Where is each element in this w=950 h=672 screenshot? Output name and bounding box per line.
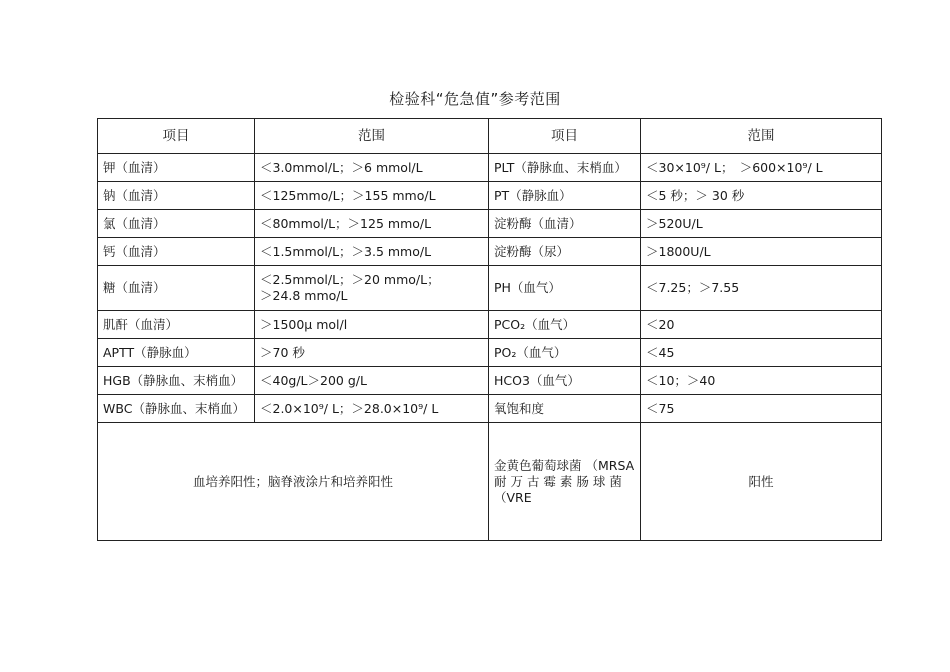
- item-line: 耐 万 古 霉 素 肠 球 菌: [494, 473, 622, 489]
- range-cell: ＞70 秒: [255, 339, 489, 367]
- document-title: 检验科“危急值”参考范围: [389, 90, 561, 108]
- range-cell: ＜80mmol/L；＞125 mmo/L: [255, 210, 489, 238]
- header-range-2: 范围: [641, 119, 882, 154]
- table-row: [98, 395, 882, 423]
- header-range-1: 范围: [255, 119, 489, 154]
- range-cell: ＜7.25；＞7.55: [641, 266, 882, 311]
- item-cell: PH（血气）: [489, 266, 641, 311]
- item-cell: 糖（血清）: [98, 266, 255, 311]
- item-cell: 钙（血清）: [98, 238, 255, 266]
- item-cell: PT（静脉血）: [489, 182, 641, 210]
- range-line: ＜2.5mmol/L；＞20 mmo/L；: [260, 272, 440, 287]
- item-cell: 钾（血清）: [98, 154, 255, 182]
- item-cell: WBC（静脉血、末梢血）: [98, 395, 255, 423]
- critical-value-table: [97, 118, 882, 541]
- range-cell: ＜10；＞40: [641, 367, 882, 395]
- range-cell: ＜3.0mmol/L；＞6 mmol/L: [255, 154, 489, 182]
- table-row-culture: [98, 423, 882, 541]
- item-cell: APTT（静脉血）: [98, 339, 255, 367]
- range-line: ＞24.8 mmo/L: [260, 288, 348, 303]
- item-line: 金黄色葡萄球菌 （MRSA: [494, 457, 635, 473]
- table-row: [98, 339, 882, 367]
- item-cell: 氯（血清）: [98, 210, 255, 238]
- table-row: [98, 182, 882, 210]
- range-cell: ＜2.0×10⁹/ L；＞28.0×10⁹/ L: [255, 395, 489, 423]
- merged-culture-cell: 血培养阳性；脑脊液涂片和培养阳性: [98, 423, 489, 541]
- header-item-2: 项目: [489, 119, 641, 154]
- item-cell: 肌酐（血清）: [98, 311, 255, 339]
- item-cell: 淀粉酶（血清）: [489, 210, 641, 238]
- range-cell: [255, 266, 489, 311]
- item-cell: PO₂（血气）: [489, 339, 641, 367]
- item-cell: PCO₂（血气）: [489, 311, 641, 339]
- item-cell: 氧饱和度: [489, 395, 641, 423]
- item-cell: [489, 423, 641, 541]
- range-cell: 阳性: [641, 423, 882, 541]
- item-cell: 淀粉酶（尿）: [489, 238, 641, 266]
- table-row: [98, 266, 882, 311]
- range-cell: ＜75: [641, 395, 882, 423]
- table-row: [98, 311, 882, 339]
- range-cell: ＜5 秒；＞ 30 秒: [641, 182, 882, 210]
- item-line: （VRE: [494, 489, 532, 505]
- range-cell: ＞520U/L: [641, 210, 882, 238]
- range-cell: ＜30×10⁹/ L； ＞600×10⁹/ L: [641, 154, 882, 182]
- table-header-row: [98, 119, 882, 154]
- range-cell: ＜40g/L＞200 g/L: [255, 367, 489, 395]
- range-cell: ＜1.5mmol/L；＞3.5 mmo/L: [255, 238, 489, 266]
- table-row: [98, 238, 882, 266]
- range-cell: ＞1800U/L: [641, 238, 882, 266]
- header-item-1: 项目: [98, 119, 255, 154]
- range-cell: ＜45: [641, 339, 882, 367]
- item-cell: HCO3（血气）: [489, 367, 641, 395]
- table-row: [98, 367, 882, 395]
- item-cell: PLT（静脉血、末梢血）: [489, 154, 641, 182]
- range-cell: ＞1500μ mol/l: [255, 311, 489, 339]
- item-cell: HGB（静脉血、末梢血）: [98, 367, 255, 395]
- table-row: [98, 154, 882, 182]
- range-cell: ＜20: [641, 311, 882, 339]
- range-cell: ＜125mmo/L；＞155 mmo/L: [255, 182, 489, 210]
- table-row: [98, 210, 882, 238]
- item-cell: 钠（血清）: [98, 182, 255, 210]
